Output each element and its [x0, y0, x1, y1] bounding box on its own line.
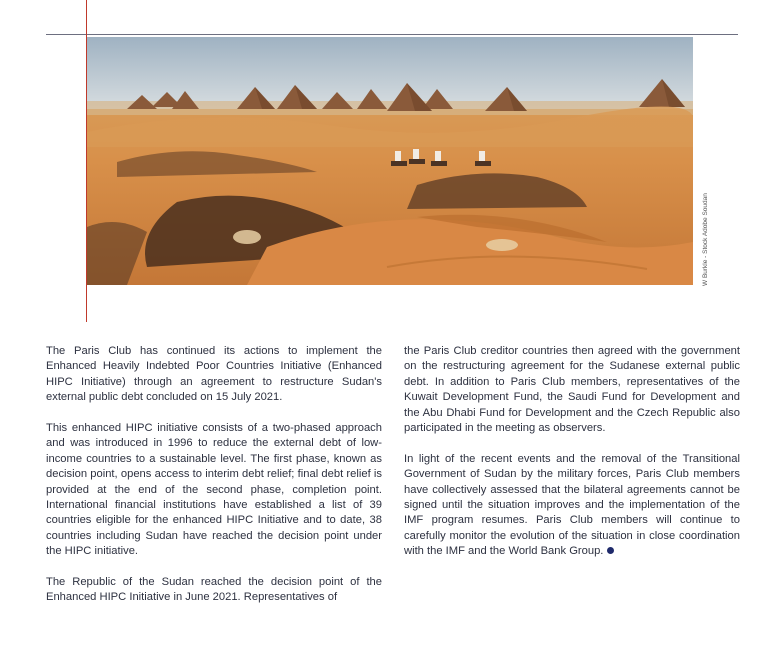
- paragraph: This enhanced HIPC initiative consists of a two-phased approach and was introduced in 1996 to reduce the external debt of low-income countries to a sustainable level. The first phase, known as decision point, opens access to interim debt relief; final debt relief is provided at the end of the second phase, completion point. International financial institutions have established a list of 39 countries eligible for the enhanced HIPC Initiative and to date, 38 countries including Sudan have reached the decision point under the HIPC initiative.: [46, 422, 382, 558]
- paragraph: The Republic of the Sudan reached the decision point of the Enhanced HIPC Initiative in June 2021. Representatives of: [46, 576, 382, 604]
- desert-pyramids-photo: [87, 37, 693, 285]
- photo-credit: W Burkle - Stock Adobe Soudan: [702, 193, 709, 286]
- article-column-right: [404, 344, 740, 575]
- paragraph: [404, 452, 740, 560]
- top-rule: [46, 34, 738, 35]
- paragraph: The Paris Club has continued its actions to implement the Enhanced Heavily Indebted Poor Countries Initiative (Enhanced HIPC Initiative) through an agreement to restructure Sudan's external public debt concluded on 15 July 2021.: [46, 345, 382, 404]
- paragraph: the Paris Club creditor countries then agreed with the government on the restructuring agreement for the Sudanese external public debt. In addition to Paris Club members, representatives of the Kuwait Development Fund, the Saudi Fund for Development and the Abu Dhabi Fund for Development and the Czech Republic also participated in the meeting as observers.: [404, 345, 740, 435]
- article-column-left: [46, 344, 382, 621]
- end-of-article-bullet-icon: [607, 547, 614, 554]
- paragraph-text: In light of the recent events and the removal of the Transitional Government of Sudan by the military forces, Paris Club members have collectively assessed that the bilateral agreements cannot be signed until the situation improves and the implementation of the IMF program resumes. Paris Club members will continue to carefully monitor the evolution of the situation in close coordination with the IMF and the World Bank Group.: [404, 452, 740, 558]
